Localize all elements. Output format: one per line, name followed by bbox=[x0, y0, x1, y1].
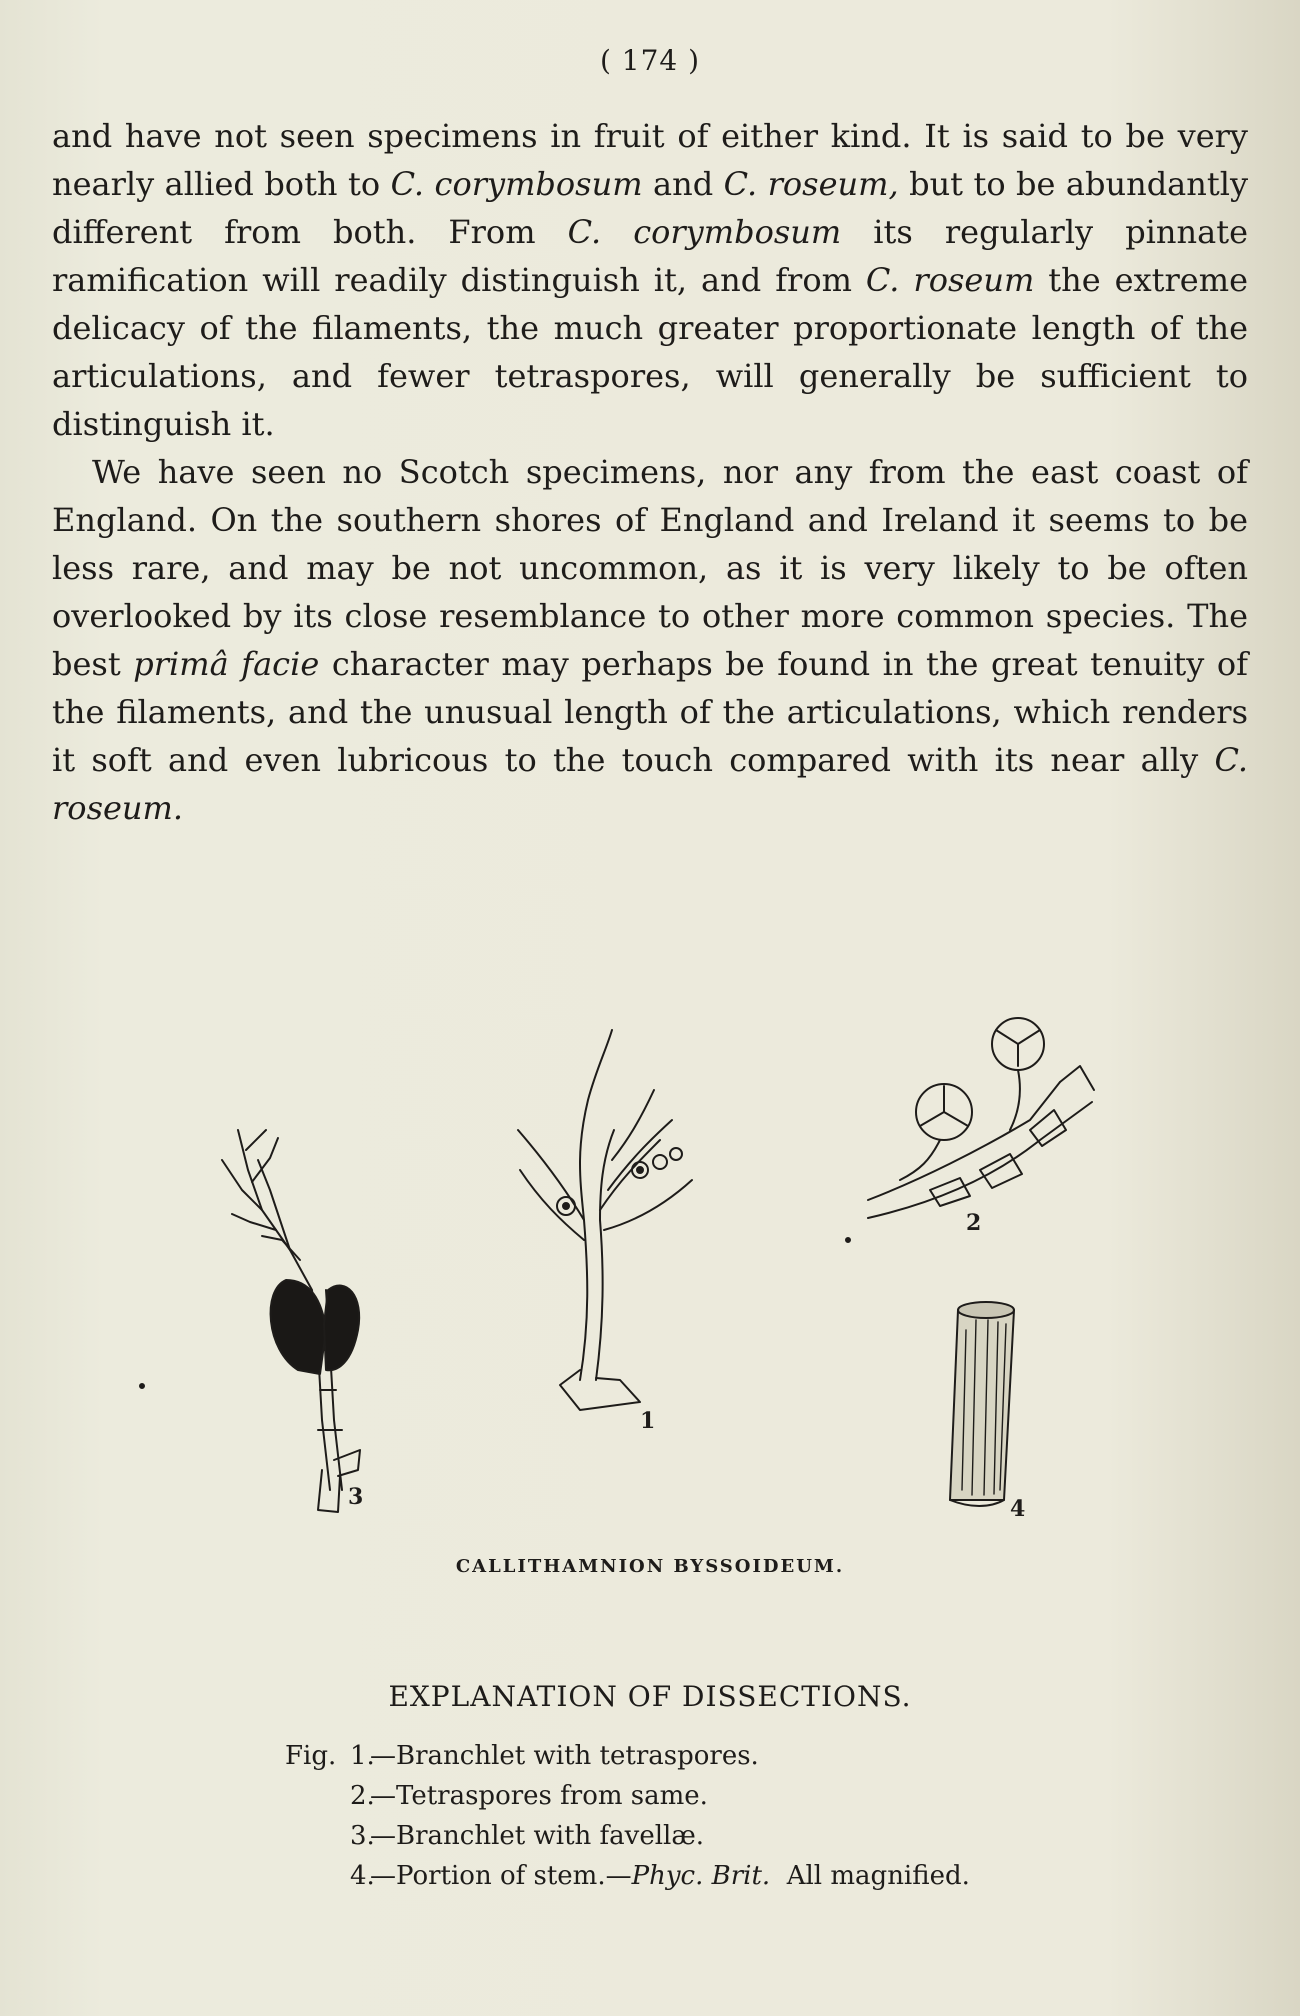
paragraph-2 bbox=[52, 448, 1248, 832]
figure-label-4: 4 bbox=[1010, 1496, 1026, 1522]
page-number: ( 174 ) bbox=[599, 44, 701, 77]
figure-label-2: 2 bbox=[966, 1210, 982, 1236]
figure-label-1: 1 bbox=[640, 1408, 656, 1434]
text-run: the extreme delicacy of the filaments, the much greater proportionate length of the articulations, and fewer tetraspores, will generally be sufficient to distinguish it. bbox=[52, 261, 1249, 443]
text-run: its regularly pinnate ramification will readily distinguish it, and from bbox=[52, 213, 1249, 299]
italic-text: C. roseum, bbox=[723, 165, 899, 203]
text-run: and bbox=[642, 165, 724, 203]
italic-text: C. roseum. bbox=[52, 741, 1248, 827]
paragraph-1 bbox=[52, 112, 1248, 448]
text-run: We have seen no Scotch specimens, nor any from the east coast of England. On the southern shores of England and Ireland it seems to be less rare, and may be not uncommon, as it is very likely to be often overlooked by its close resemblance to other more common species. The best bbox=[52, 453, 1248, 683]
figures-plate bbox=[0, 990, 1300, 1550]
algae-illustration bbox=[0, 990, 1300, 1550]
explanation-item: 2. —Tetraspores from same. bbox=[350, 1781, 708, 1811]
text-run: character may perhaps be found in the great tenuity of the filaments, and the unusual length of the articulations, which renders it soft and even lubricous to the touch compared with its near ally bbox=[52, 645, 1249, 779]
text-run: and have not seen specimens in fruit of either kind. It is said to be very nearly allied both to bbox=[52, 117, 1248, 203]
figure-2-drawing bbox=[868, 1018, 1094, 1218]
explanation-list bbox=[285, 1736, 1185, 1896]
figure-label-3: 3 bbox=[348, 1484, 364, 1510]
text-run: but to be abundantly different from both. From bbox=[52, 165, 1249, 251]
explanation-title: EXPLANATION OF DISSECTIONS. bbox=[388, 1680, 912, 1713]
fig-prefix: Fig. bbox=[285, 1741, 337, 1771]
italic-text: primâ facie bbox=[133, 645, 320, 683]
figure-4-drawing bbox=[950, 1302, 1014, 1506]
italic-text: C. roseum bbox=[865, 261, 1035, 299]
explanation-item: 3. —Branchlet with favellæ. bbox=[350, 1821, 705, 1851]
figure-caption: CALLITHAMNION BYSSOIDEUM. bbox=[455, 1556, 845, 1577]
explanation-item: Fig. 1. —Branchlet with tetraspores. bbox=[285, 1736, 1185, 1776]
explanation-item: 4. —Portion of stem.— Phyc. Brit. All magnified. bbox=[285, 1856, 1185, 1896]
reference: Phyc. Brit. bbox=[631, 1861, 771, 1891]
body-text bbox=[52, 112, 1248, 832]
italic-text: C. corymbosum bbox=[567, 213, 842, 251]
italic-text: C. corymbosum bbox=[390, 165, 643, 203]
figure-3-drawing bbox=[222, 1130, 360, 1512]
figure-1-drawing bbox=[518, 1030, 692, 1410]
